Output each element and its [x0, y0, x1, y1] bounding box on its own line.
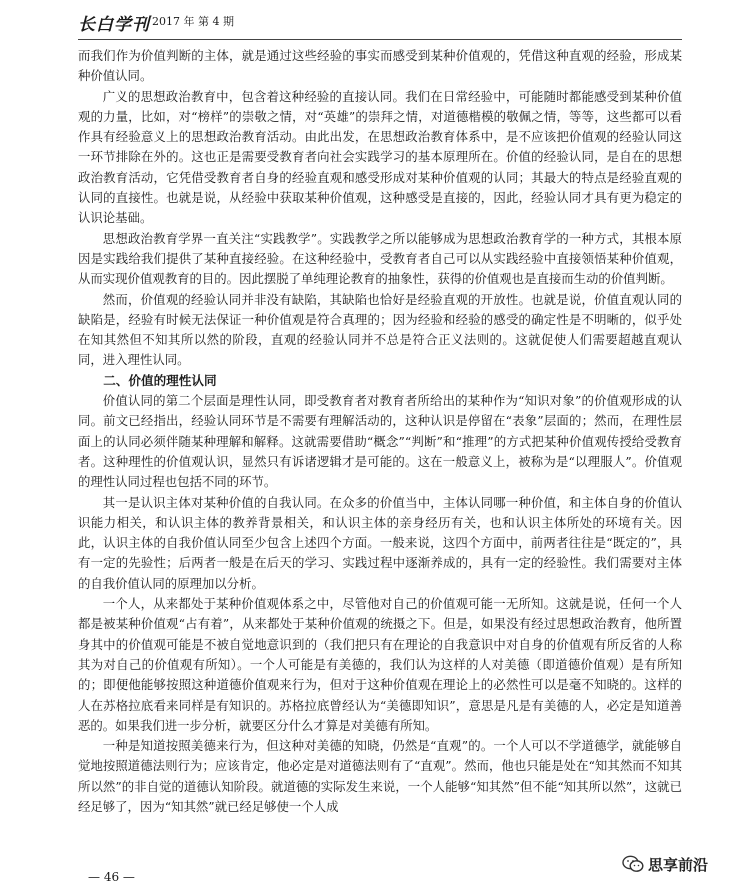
header-rule	[78, 39, 682, 40]
paragraph: 思想政治教育学界一直关注“实践教学”。实践教学之所以能够成为思想政治教育学的一种方式，其根本原因是实践给我们提供了某种直接经验。在这种经验中，受教育者自己可以从实践经验中直接领悟某种价值观，从而实现价值观教育的目的。因此摆脱了单纯理论教育的抽象性，获得的价值观也是直接而生动的价值判断。	[78, 230, 682, 287]
paragraph: 而我们作为价值判断的主体，就是通过这些经验的事实而感受到某种价值观的，凭借这种直观的经验，形成某种价值认同。	[78, 48, 682, 84]
wechat-watermark	[618, 852, 712, 876]
page-number: — 46 —	[88, 870, 135, 884]
journal-title: 长白学刊	[78, 15, 150, 35]
watermark-text: 思享前沿	[648, 855, 709, 874]
issue-label: 2017 年 第 4 期	[152, 15, 234, 28]
paragraph: 一种是知道按照美德来行为，但这种对美德的知晓，仍然是“直观”的。一个人可以不学道德学，就能够自觉地按照道德法则行为；应该肯定，他必定是对道德法则有了“直观”。然而，他也只能是处在“知其然而不知其所以然”的非自觉的道德认知阶段。就道德的实际发生来说，一个人能够“知其然”但不能“知其所以然”，这就已经足够了，因为“知其然”就已经足够使一个人成	[78, 738, 682, 814]
article-body	[78, 46, 682, 817]
running-header	[78, 10, 678, 34]
paragraph: 然而，价值观的经验认同并非没有缺陷，其缺陷也恰好是经验直观的开放性。也就是说，价值直观认同的缺陷是，经验有时候无法保证一种价值观是符合真理的；因为经验和经验的感受的确定性是不明晰的，似乎处在知其然但不知其所以然的阶段，直观的经验认同并不总是符合正义法则的。这就促使人们需要超越直观认同，进入理性认同。	[78, 291, 682, 368]
section-heading: 二、价值的理性认同	[103, 372, 217, 388]
paragraph: 价值认同的第二个层面是理性认同，即受教育者对教育者所给出的某种作为“知识对象”的价值观形成的认同。前文已经指出，经验认同环节是不需要有理解活动的，这种认识是停留在“表象”层面的；然而，在理性层面上的认同必须伴随某种理解和解释。这就需要借助“概念”“判断”和“推理”的方式把某种价值观传授给受教育者。这种理性的价值观认识，显然只有诉诸逻辑才是可能的。这在一般意义上，被称为是“以理服人”。价值观的理性认同过程也包括不同的环节。	[78, 393, 682, 490]
paragraph: 其一是认识主体对某种价值的自我认同。在众多的价值当中，主体认同哪一种价值，和主体自身的价值认识能力相关，和认识主体的教养背景相关，和认识主体的亲身经历有关，也和认识主体所处的环境有关。因此，认识主体的自我价值认同至少包含上述四个方面。一般来说，这四个方面中，前两者往往是“既定的”，具有一定的先验性；后两者一般是在后天的学习、实践过程中逐渐养成的，具有一定的经验性。我们需要对主体的自我价值认同的原理加以分析。	[78, 494, 682, 591]
paragraph: 一个人，从来都处于某种价值观体系之中，尽管他对自己的价值观可能一无所知。这就是说，任何一个人都是被某种价值观“占有着”，从来都处于某种价值观的统摄之下。但是，如果没有经过思想政治教育，他所置身其中的价值观可能是不被自觉地意识到的（我们把只有在理论的自我意识中对自身的价值观有所反省的人称其为对自己的价值观有所知）。一个人可能是有美德的，我们认为这样的人对美德（即道德价值观）是有所知的；即便他能够按照这种道德价值观来行为，但对于这种价值观在理论上的必然性可以是毫不知晓的。这样的人在苏格拉底看来同样是有知识的。苏格拉底曾经认为“美德即知识”，意思是凡是有美德的人，必定是知道善恶的。如果我们进一步分析，就要区分什么才算是对美德有所知。	[78, 596, 682, 733]
wechat-icon	[622, 855, 644, 873]
paragraph: 广义的思想政治教育中，包含着这种经验的直接认同。我们在日常经验中，可能随时都能感受到某种价值观的力量，比如，对“榜样”的崇敬之情，对“英雄”的崇拜之情，对道德楷模的敬佩之情，等等，这些都可以看作具有经验意义上的思想政治教育活动。由此出发，在思想政治教育体系中，是不应该把价值观的经验认同这一环节排除在外的。这也正是需要受教育者向社会实践学习的基本原理所在。价值的经验认同，是自在的思想政治教育活动，它凭借受教育者自身的经验直观和感受形成对某种价值观的认同；其最大的特点是经验直观的认同的直接性。也就是说，从经验中获取某种价值观，这种感受是直接的，因此，经验认同才具有更为稳定的认识论基础。	[78, 88, 682, 226]
